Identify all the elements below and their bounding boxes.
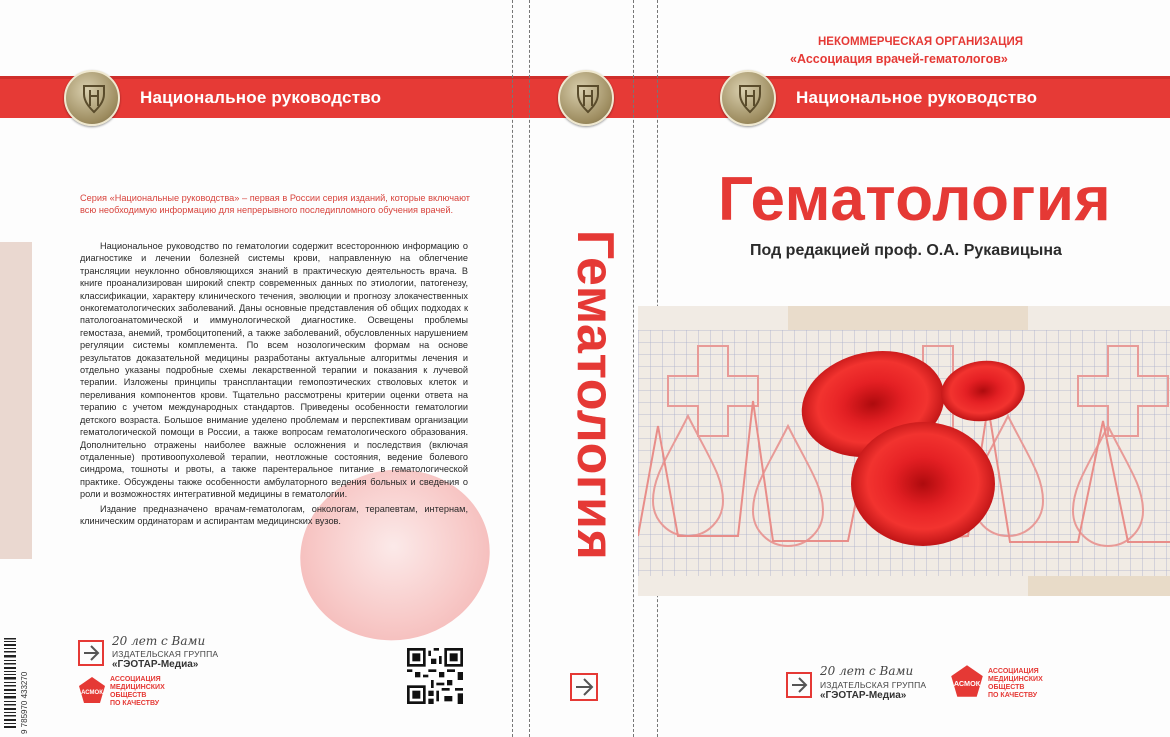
fold-line (512, 0, 513, 737)
annotation-paragraph: Издание предназначено врачам-гематологам, онкологам, терапевтам, интернам, клиническим ординаторам и аспирантам медицинских вузов. (80, 503, 468, 526)
organization-type: НЕКОММЕРЧЕСКАЯ ОРГАНИЗАЦИЯ (818, 36, 1024, 48)
publisher-anniversary: 20 лет с Вами (112, 634, 206, 648)
publisher-logo-icon (786, 672, 812, 698)
publisher-name: «ГЭОТАР-Медиа» (112, 659, 199, 670)
association-emblem-icon (720, 70, 776, 126)
book-title: Гематология (718, 165, 1112, 234)
asmok-label: АССОЦИАЦИЯ МЕДИЦИНСКИХ ОБЩЕСТВ ПО КАЧЕСТВУ (110, 676, 165, 707)
spine-title-text: Гематология (566, 229, 624, 561)
book-annotation (80, 240, 468, 527)
fold-line (633, 0, 634, 737)
svg-text:АСМОК: АСМОК (81, 690, 103, 696)
publisher-anniversary: 20 лет с Вами (820, 664, 914, 678)
isbn-barcode (2, 636, 18, 732)
asmok-logo-icon (950, 664, 984, 698)
back-side-strip (0, 242, 32, 559)
spine-title (565, 215, 625, 575)
series-description: Серия «Национальные руководства» – первая в России серия изданий, которые включают всю необходимую информацию для непрерывного последипломного обучения врачей. (80, 193, 470, 216)
isbn-number: 9 785970 433270 (20, 671, 29, 734)
asmok-label: АССОЦИАЦИЯ МЕДИЦИНСКИХ ОБЩЕСТВ ПО КАЧЕСТВУ (988, 668, 1043, 699)
spine-publisher-logo-icon (570, 673, 598, 701)
publisher-logo-icon (78, 640, 104, 666)
asmok-logo-icon (78, 676, 106, 704)
book-editor: Под редакцией проф. О.А. Рукавицына (750, 242, 1062, 259)
fold-line (529, 0, 530, 737)
association-emblem-icon (64, 70, 120, 126)
series-label-back: Национальное руководство (140, 88, 382, 107)
publisher-group-label: ИЗДАТЕЛЬСКАЯ ГРУППА (112, 649, 219, 659)
publisher-name: «ГЭОТАР-Медиа» (820, 690, 907, 701)
cover-illustration (638, 306, 1170, 596)
qr-code-icon (407, 648, 463, 704)
association-emblem-icon (558, 70, 614, 126)
series-label-front: Национальное руководство (796, 88, 1038, 107)
organization-name: «Ассоциация врачей-гематологов» (790, 52, 1008, 66)
publisher-group-label: ИЗДАТЕЛЬСКАЯ ГРУППА (820, 680, 927, 690)
svg-text:АСМОК: АСМОК (953, 678, 981, 688)
annotation-paragraph: Национальное руководство по гематологии содержит всестороннюю информацию о диагностике и лечении болезней системы крови, направленную на облегчение трансляции неуклонно обновляющихся знаний в практическую деятельность врача. В книге проанализирован широкий спектр современных данных по этиологии, патогенезу, классификации, характеру клинического течения, эволюции и прогнозу злокачественных онкогематологических заболеваний. Даны основные представления об общих подходах к патологоанатомической и иммунологической диагностике. Освещены проблемы гемостаза, анемий, тромбоцитопений, а также заболеваний, обусловленных нарушением регуляции системы комплемента. По всем нозологическим формам на основе результатов доказательной медицины разработаны актуальные алгоритмы лечения и отдельно указаны подробные схемы лекарственной терапии и показания к лучевой терапии. Изложены принципы трансплантации гемопоэтических стволовых клеток и переливания компонентов крови. Тщательно рассмотрены критерии оценки ответа на терапию с учетом международных стандартов. Приведены особенности гематологии детского возраста. Большое внимание уделено проблемам и перспективам организации гематологической помощи в России, а также вопросам гематологического образования. Дополнительно отражены наиболее важные осложнения и последствия (включая отдаленные) противоопухолевой терапии, неотложные состояния, ведение болевого синдрома, тошноты и рвоты, а также парентеральное питание в гематологической практике. Обсуждены также особенности амбулаторного ведения больных и сведения о роли и возможностях интегративной медицины в гематологии. (80, 241, 468, 500)
blood-cell-grid-illustration (638, 306, 1170, 596)
